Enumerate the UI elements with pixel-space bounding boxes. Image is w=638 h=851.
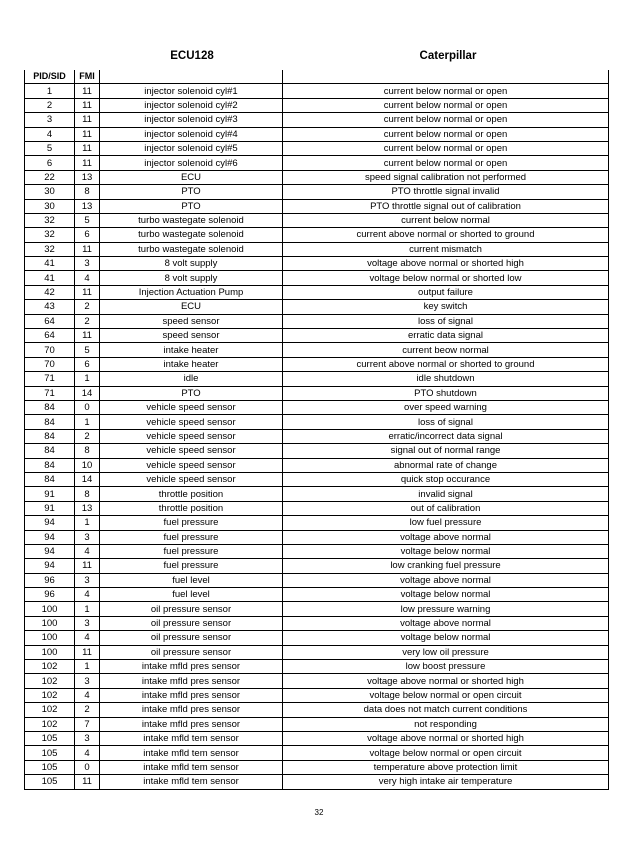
pid-sid-cell: 100 <box>25 631 75 645</box>
pid-sid-cell: 41 <box>25 271 75 285</box>
pid-sid-cell: 1 <box>25 84 75 98</box>
table-row <box>25 516 609 530</box>
pid-sid-cell: 30 <box>25 185 75 199</box>
pid-sid-cell: 84 <box>25 400 75 414</box>
fmi-cell: 4 <box>75 271 100 285</box>
pid-sid-cell: 105 <box>25 731 75 745</box>
table-row <box>25 199 609 213</box>
component-cell: speed sensor <box>100 329 283 343</box>
component-cell: vehicle speed sensor <box>100 472 283 486</box>
table-header-row <box>25 70 609 84</box>
description-cell: voltage below normal <box>283 544 609 558</box>
fmi-cell: 2 <box>75 429 100 443</box>
table-row <box>25 472 609 486</box>
description-cell: voltage above normal <box>283 530 609 544</box>
table-row <box>25 688 609 702</box>
table-row <box>25 746 609 760</box>
description-cell: current below normal or open <box>283 84 609 98</box>
component-cell: intake mfld tem sensor <box>100 760 283 774</box>
description-cell: current below normal or open <box>283 141 609 155</box>
fmi-cell: 8 <box>75 487 100 501</box>
component-cell: throttle position <box>100 501 283 515</box>
component-cell: Injection Actuation Pump <box>100 285 283 299</box>
pid-sid-header: PID/SID <box>25 70 75 84</box>
component-cell: vehicle speed sensor <box>100 400 283 414</box>
table-row <box>25 343 609 357</box>
fmi-cell: 13 <box>75 501 100 515</box>
pid-sid-cell: 4 <box>25 127 75 141</box>
table-row <box>25 156 609 170</box>
description-cell: idle shutdown <box>283 372 609 386</box>
fmi-cell: 7 <box>75 717 100 731</box>
description-cell: out of calibration <box>283 501 609 515</box>
pid-sid-cell: 30 <box>25 199 75 213</box>
component-cell: 8 volt supply <box>100 271 283 285</box>
description-cell: erratic/incorrect data signal <box>283 429 609 443</box>
table-row <box>25 775 609 789</box>
table-row <box>25 616 609 630</box>
description-cell: current below normal or open <box>283 127 609 141</box>
pid-sid-cell: 102 <box>25 688 75 702</box>
pid-sid-cell: 32 <box>25 213 75 227</box>
pid-sid-cell: 41 <box>25 257 75 271</box>
fmi-cell: 5 <box>75 213 100 227</box>
pid-sid-cell: 32 <box>25 228 75 242</box>
pid-sid-cell: 84 <box>25 458 75 472</box>
table-row <box>25 501 609 515</box>
fmi-cell: 8 <box>75 185 100 199</box>
pid-sid-cell: 84 <box>25 472 75 486</box>
table-row <box>25 731 609 745</box>
component-cell: PTO <box>100 185 283 199</box>
table-row <box>25 602 609 616</box>
component-cell: intake mfld pres sensor <box>100 703 283 717</box>
component-cell: idle <box>100 372 283 386</box>
description-cell: output failure <box>283 285 609 299</box>
fmi-cell: 2 <box>75 703 100 717</box>
pid-sid-cell: 105 <box>25 746 75 760</box>
component-cell: intake mfld tem sensor <box>100 731 283 745</box>
pid-sid-cell: 94 <box>25 559 75 573</box>
table-row <box>25 386 609 400</box>
table-row <box>25 300 609 314</box>
description-cell: temperature above protection limit <box>283 760 609 774</box>
description-cell: voltage below normal <box>283 588 609 602</box>
table-row <box>25 98 609 112</box>
pid-sid-cell: 22 <box>25 170 75 184</box>
table-row <box>25 760 609 774</box>
description-cell: voltage below normal <box>283 631 609 645</box>
fmi-cell: 4 <box>75 746 100 760</box>
description-header-blank <box>283 70 609 84</box>
description-cell: low pressure warning <box>283 602 609 616</box>
description-cell: voltage above normal or shorted high <box>283 674 609 688</box>
fmi-cell: 3 <box>75 257 100 271</box>
table-row <box>25 329 609 343</box>
component-cell: oil pressure sensor <box>100 631 283 645</box>
fmi-cell: 6 <box>75 228 100 242</box>
component-cell: intake heater <box>100 357 283 371</box>
pid-sid-cell: 64 <box>25 314 75 328</box>
fmi-cell: 10 <box>75 458 100 472</box>
component-cell: turbo wastegate solenoid <box>100 228 283 242</box>
table-row <box>25 674 609 688</box>
fmi-cell: 4 <box>75 588 100 602</box>
description-cell: abnormal rate of change <box>283 458 609 472</box>
pid-sid-cell: 5 <box>25 141 75 155</box>
pid-sid-cell: 100 <box>25 602 75 616</box>
table-row <box>25 703 609 717</box>
pid-sid-cell: 94 <box>25 516 75 530</box>
description-cell: key switch <box>283 300 609 314</box>
description-cell: current above normal or shorted to ground <box>283 357 609 371</box>
table-row <box>25 415 609 429</box>
component-cell: vehicle speed sensor <box>100 415 283 429</box>
description-cell: very high intake air temperature <box>283 775 609 789</box>
component-cell: turbo wastegate solenoid <box>100 213 283 227</box>
description-cell: erratic data signal <box>283 329 609 343</box>
description-cell: low cranking fuel pressure <box>283 559 609 573</box>
description-cell: PTO shutdown <box>283 386 609 400</box>
component-cell: PTO <box>100 386 283 400</box>
fmi-cell: 14 <box>75 386 100 400</box>
ecu-column-title: ECU128 <box>170 50 214 62</box>
fmi-cell: 11 <box>75 113 100 127</box>
pid-sid-cell: 3 <box>25 113 75 127</box>
table-row <box>25 544 609 558</box>
fmi-cell: 4 <box>75 631 100 645</box>
table-row <box>25 170 609 184</box>
component-cell: injector solenoid cyl#6 <box>100 156 283 170</box>
component-cell: fuel level <box>100 588 283 602</box>
component-cell: intake mfld pres sensor <box>100 688 283 702</box>
pid-sid-cell: 84 <box>25 444 75 458</box>
fmi-header: FMI <box>75 70 100 84</box>
fmi-cell: 11 <box>75 559 100 573</box>
description-cell: voltage above normal <box>283 573 609 587</box>
pid-sid-cell: 96 <box>25 588 75 602</box>
description-cell: very low oil pressure <box>283 645 609 659</box>
fmi-cell: 11 <box>75 156 100 170</box>
fmi-cell: 11 <box>75 775 100 789</box>
pid-sid-cell: 6 <box>25 156 75 170</box>
fmi-cell: 4 <box>75 688 100 702</box>
fmi-cell: 1 <box>75 660 100 674</box>
component-header-blank <box>100 70 283 84</box>
fmi-cell: 0 <box>75 400 100 414</box>
table-row <box>25 357 609 371</box>
component-cell: oil pressure sensor <box>100 645 283 659</box>
pid-sid-cell: 70 <box>25 357 75 371</box>
pid-sid-cell: 100 <box>25 645 75 659</box>
caterpillar-column-title: Caterpillar <box>419 50 477 62</box>
pid-sid-cell: 105 <box>25 775 75 789</box>
fmi-cell: 11 <box>75 84 100 98</box>
component-cell: vehicle speed sensor <box>100 458 283 472</box>
fmi-cell: 3 <box>75 731 100 745</box>
description-cell: current below normal or open <box>283 113 609 127</box>
component-cell: ECU <box>100 300 283 314</box>
table-row <box>25 113 609 127</box>
table-row <box>25 660 609 674</box>
pid-sid-cell: 64 <box>25 329 75 343</box>
description-cell: low fuel pressure <box>283 516 609 530</box>
pid-sid-cell: 102 <box>25 717 75 731</box>
table-body <box>25 84 609 789</box>
fmi-cell: 13 <box>75 170 100 184</box>
description-cell: speed signal calibration not performed <box>283 170 609 184</box>
description-cell: quick stop occurance <box>283 472 609 486</box>
pid-sid-cell: 70 <box>25 343 75 357</box>
component-cell: PTO <box>100 199 283 213</box>
component-cell: speed sensor <box>100 314 283 328</box>
description-cell: current below normal <box>283 213 609 227</box>
pid-sid-cell: 42 <box>25 285 75 299</box>
description-cell: current mismatch <box>283 242 609 256</box>
description-cell: loss of signal <box>283 415 609 429</box>
table-row <box>25 213 609 227</box>
description-cell: PTO throttle signal out of calibration <box>283 199 609 213</box>
component-cell: injector solenoid cyl#4 <box>100 127 283 141</box>
pid-sid-cell: 94 <box>25 530 75 544</box>
pid-sid-cell: 71 <box>25 386 75 400</box>
component-cell: injector solenoid cyl#2 <box>100 98 283 112</box>
table-row <box>25 228 609 242</box>
fmi-cell: 2 <box>75 300 100 314</box>
fmi-cell: 2 <box>75 314 100 328</box>
page-number: 32 <box>314 808 324 817</box>
description-cell: voltage above normal <box>283 616 609 630</box>
table-row <box>25 573 609 587</box>
pid-sid-cell: 91 <box>25 487 75 501</box>
component-cell: 8 volt supply <box>100 257 283 271</box>
component-cell: fuel pressure <box>100 516 283 530</box>
fmi-cell: 1 <box>75 516 100 530</box>
pid-sid-cell: 102 <box>25 660 75 674</box>
component-cell: turbo wastegate solenoid <box>100 242 283 256</box>
component-cell: vehicle speed sensor <box>100 429 283 443</box>
fmi-cell: 6 <box>75 357 100 371</box>
table-row <box>25 242 609 256</box>
description-cell: current below normal or open <box>283 98 609 112</box>
table-row <box>25 458 609 472</box>
fmi-cell: 11 <box>75 285 100 299</box>
fmi-cell: 5 <box>75 343 100 357</box>
description-cell: current above normal or shorted to ground <box>283 228 609 242</box>
pid-sid-cell: 102 <box>25 674 75 688</box>
description-cell: voltage below normal or shorted low <box>283 271 609 285</box>
table-row <box>25 285 609 299</box>
description-cell: current below normal or open <box>283 156 609 170</box>
table-row <box>25 444 609 458</box>
table-row <box>25 717 609 731</box>
description-cell: voltage below normal or open circuit <box>283 688 609 702</box>
component-cell: injector solenoid cyl#1 <box>100 84 283 98</box>
description-cell: voltage below normal or open circuit <box>283 746 609 760</box>
description-cell: invalid signal <box>283 487 609 501</box>
fmi-cell: 8 <box>75 444 100 458</box>
component-cell: oil pressure sensor <box>100 602 283 616</box>
component-cell: intake heater <box>100 343 283 357</box>
fmi-cell: 11 <box>75 141 100 155</box>
table-row <box>25 257 609 271</box>
component-cell: intake mfld tem sensor <box>100 746 283 760</box>
fault-code-table <box>24 70 609 790</box>
fmi-cell: 1 <box>75 602 100 616</box>
description-cell: current beow normal <box>283 343 609 357</box>
pid-sid-cell: 84 <box>25 415 75 429</box>
fmi-cell: 14 <box>75 472 100 486</box>
table-row <box>25 645 609 659</box>
component-cell: fuel pressure <box>100 530 283 544</box>
component-cell: intake mfld tem sensor <box>100 775 283 789</box>
table-row <box>25 400 609 414</box>
fmi-cell: 1 <box>75 415 100 429</box>
pid-sid-cell: 43 <box>25 300 75 314</box>
fmi-cell: 11 <box>75 329 100 343</box>
component-cell: fuel pressure <box>100 559 283 573</box>
fmi-cell: 1 <box>75 372 100 386</box>
pid-sid-cell: 84 <box>25 429 75 443</box>
description-cell: data does not match current conditions <box>283 703 609 717</box>
fmi-cell: 3 <box>75 616 100 630</box>
description-cell: voltage above normal or shorted high <box>283 257 609 271</box>
pid-sid-cell: 100 <box>25 616 75 630</box>
table-row <box>25 127 609 141</box>
component-cell: intake mfld pres sensor <box>100 660 283 674</box>
description-cell: over speed warning <box>283 400 609 414</box>
component-cell: ECU <box>100 170 283 184</box>
pid-sid-cell: 94 <box>25 544 75 558</box>
component-cell: oil pressure sensor <box>100 616 283 630</box>
description-cell: not responding <box>283 717 609 731</box>
fmi-cell: 4 <box>75 544 100 558</box>
table-row <box>25 559 609 573</box>
table-row <box>25 429 609 443</box>
fmi-cell: 11 <box>75 98 100 112</box>
component-cell: fuel level <box>100 573 283 587</box>
description-cell: low boost pressure <box>283 660 609 674</box>
fmi-cell: 11 <box>75 242 100 256</box>
table-row <box>25 530 609 544</box>
fmi-cell: 11 <box>75 127 100 141</box>
component-cell: vehicle speed sensor <box>100 444 283 458</box>
component-cell: injector solenoid cyl#3 <box>100 113 283 127</box>
pid-sid-cell: 102 <box>25 703 75 717</box>
description-cell: loss of signal <box>283 314 609 328</box>
table-row <box>25 185 609 199</box>
table-row <box>25 487 609 501</box>
fmi-cell: 11 <box>75 645 100 659</box>
pid-sid-cell: 96 <box>25 573 75 587</box>
component-cell: injector solenoid cyl#5 <box>100 141 283 155</box>
component-cell: fuel pressure <box>100 544 283 558</box>
component-cell: intake mfld pres sensor <box>100 717 283 731</box>
fmi-cell: 3 <box>75 674 100 688</box>
table-row <box>25 372 609 386</box>
table-row <box>25 631 609 645</box>
fmi-cell: 3 <box>75 573 100 587</box>
pid-sid-cell: 105 <box>25 760 75 774</box>
fmi-cell: 3 <box>75 530 100 544</box>
fmi-cell: 0 <box>75 760 100 774</box>
fmi-cell: 13 <box>75 199 100 213</box>
table-row <box>25 141 609 155</box>
component-cell: throttle position <box>100 487 283 501</box>
description-cell: voltage above normal or shorted high <box>283 731 609 745</box>
table-row <box>25 314 609 328</box>
pid-sid-cell: 71 <box>25 372 75 386</box>
description-cell: PTO throttle signal invalid <box>283 185 609 199</box>
description-cell: signal out of normal range <box>283 444 609 458</box>
pid-sid-cell: 32 <box>25 242 75 256</box>
table-row <box>25 271 609 285</box>
table-row <box>25 84 609 98</box>
pid-sid-cell: 91 <box>25 501 75 515</box>
component-cell: intake mfld pres sensor <box>100 674 283 688</box>
pid-sid-cell: 2 <box>25 98 75 112</box>
table-row <box>25 588 609 602</box>
